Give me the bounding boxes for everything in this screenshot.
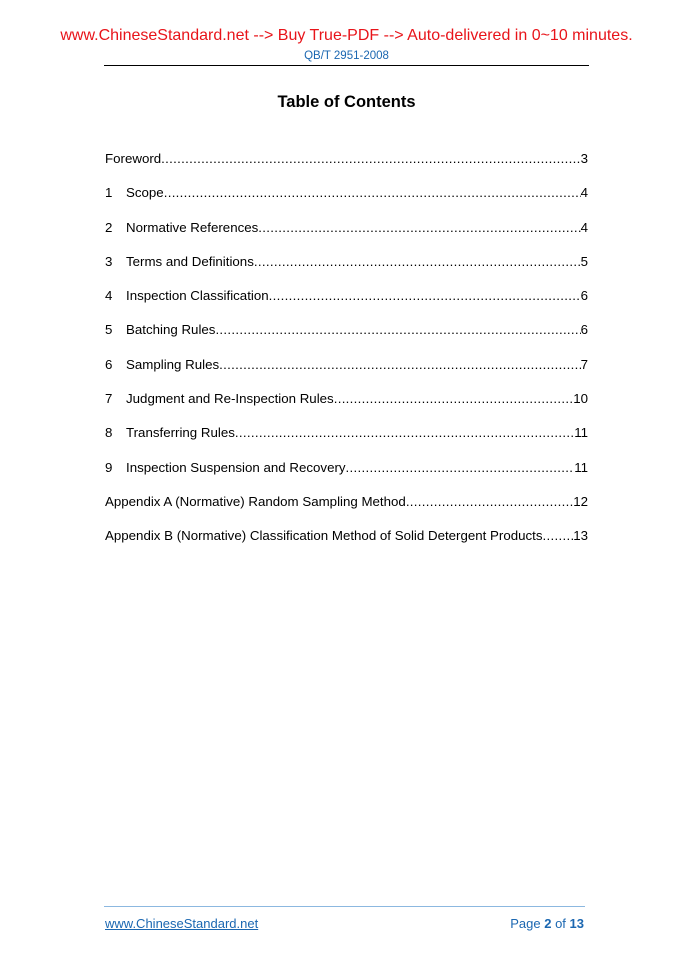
- table-of-contents: [105, 149, 588, 561]
- toc-entry-page: 3: [580, 151, 588, 166]
- toc-entry-title: Batching Rules: [126, 322, 216, 338]
- header-divider: [104, 65, 589, 66]
- toc-entry-title: Inspection Classification: [126, 288, 269, 304]
- toc-entry-title: Foreword: [105, 151, 162, 166]
- toc-entry-page: 6: [580, 322, 588, 338]
- toc-entry-number: 8: [105, 425, 113, 441]
- toc-entry-title: Terms and Definitions: [126, 253, 254, 269]
- toc-leader-dots: [269, 286, 581, 306]
- toc-entry-title: Sampling Rules: [126, 356, 220, 372]
- page-indicator: [510, 916, 584, 931]
- toc-leader-dots: [258, 218, 580, 238]
- toc-entry-appendix-b[interactable]: [105, 526, 588, 560]
- toc-entry-inspection-classification[interactable]: [105, 286, 588, 320]
- toc-entry-number: 3: [105, 253, 113, 269]
- footer-divider: [104, 906, 585, 907]
- toc-entry-foreword[interactable]: [105, 149, 588, 183]
- page-label: Page: [510, 916, 541, 931]
- toc-entry-title: Inspection Suspension and Recovery: [126, 459, 346, 475]
- of-label: of: [555, 916, 566, 931]
- toc-entry-page: 12: [573, 493, 588, 509]
- toc-leader-dots: [235, 423, 574, 443]
- toc-entry-number: 1: [105, 185, 113, 201]
- toc-entry-appendix-a[interactable]: [105, 492, 588, 526]
- toc-entry-title: Judgment and Re-Inspection Rules: [126, 391, 334, 407]
- toc-leader-dots: [161, 149, 580, 169]
- toc-entry-terms-definitions[interactable]: [105, 252, 588, 286]
- toc-entry-number: 9: [105, 459, 113, 475]
- toc-entry-judgment-reinspection[interactable]: [105, 389, 588, 423]
- toc-entry-page: 7: [580, 356, 588, 372]
- toc-entry-title: Normative References: [126, 219, 259, 235]
- toc-entry-number: 5: [105, 322, 113, 338]
- toc-entry-scope[interactable]: [105, 183, 588, 217]
- toc-leader-dots: [164, 183, 581, 203]
- total-pages-number: 13: [569, 916, 584, 931]
- promo-banner[interactable]: www.ChineseStandard.net --> Buy True-PDF --> Auto-delivered in 0~10 minutes.: [60, 27, 633, 44]
- toc-entry-transferring-rules[interactable]: [105, 423, 588, 457]
- toc-entry-number: 4: [105, 288, 113, 304]
- toc-entry-title: Scope: [126, 185, 164, 201]
- toc-entry-page: 13: [573, 528, 588, 544]
- toc-entry-title: Appendix B (Normative) Classification Method of Solid Detergent Products: [105, 528, 543, 544]
- toc-entry-title: Transferring Rules: [126, 425, 235, 441]
- footer-website-link[interactable]: www.ChineseStandard.net: [105, 916, 259, 931]
- toc-entry-batching-rules[interactable]: [105, 320, 588, 354]
- toc-entry-page: 11: [574, 459, 588, 475]
- toc-leader-dots: [346, 458, 575, 478]
- toc-leader-dots: [334, 389, 574, 409]
- toc-entry-number: 2: [105, 219, 113, 235]
- toc-entry-page: 11: [574, 425, 588, 441]
- toc-leader-dots: [406, 492, 573, 512]
- toc-leader-dots: [543, 526, 574, 546]
- toc-entry-number: 7: [105, 391, 113, 407]
- toc-entry-number: 6: [105, 356, 113, 372]
- standard-code: QB/T 2951-2008: [304, 50, 389, 62]
- toc-entry-normative-references[interactable]: [105, 218, 588, 252]
- toc-title: Table of Contents: [277, 93, 416, 111]
- toc-entry-page: 4: [580, 185, 588, 201]
- toc-entry-page: 4: [580, 219, 588, 235]
- current-page-number: 2: [544, 916, 552, 931]
- toc-leader-dots: [219, 355, 580, 375]
- toc-leader-dots: [215, 320, 580, 340]
- toc-entry-page: 10: [573, 391, 588, 407]
- toc-entry-suspension-recovery[interactable]: [105, 458, 588, 492]
- toc-entry-page: 5: [580, 253, 588, 269]
- toc-leader-dots: [254, 252, 581, 272]
- toc-entry-page: 6: [580, 288, 588, 304]
- toc-entry-sampling-rules[interactable]: [105, 355, 588, 389]
- toc-entry-title: Appendix A (Normative) Random Sampling Method: [105, 493, 406, 509]
